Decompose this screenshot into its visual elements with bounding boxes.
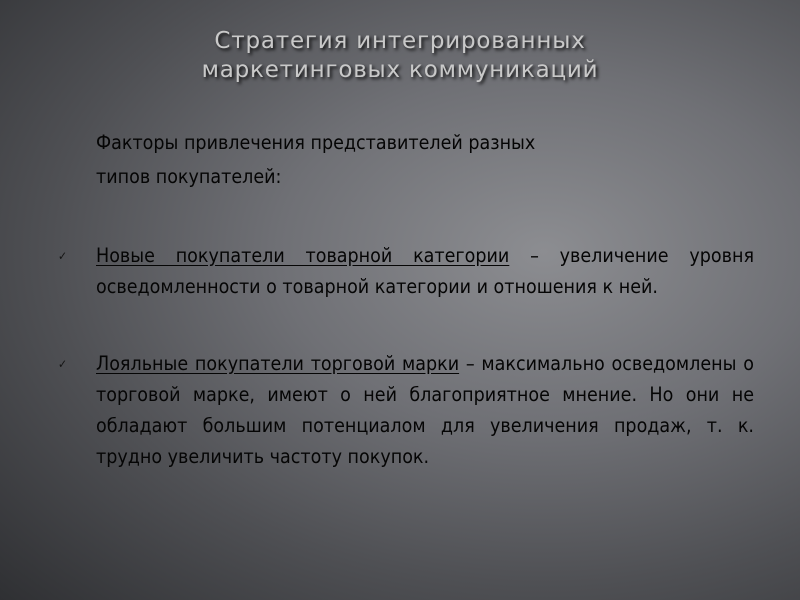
slide-title <box>0 27 800 85</box>
bullet-new-buyers <box>58 240 754 302</box>
bullet-2-heading: Лояльные покупатели торговой марки <box>96 352 460 375</box>
bullet-1-heading: Новые покупатели товарной категории <box>96 244 510 267</box>
intro-line-2: типов покупателей: <box>96 165 282 188</box>
checkmark-icon: ✓ <box>58 357 68 371</box>
checkmark-icon: ✓ <box>58 249 68 263</box>
intro-line-1: Факторы привлечения представителей разных <box>96 131 536 154</box>
bullet-loyal-buyers <box>58 348 754 472</box>
slide-title-line-1: Стратегия интегрированных <box>214 28 586 54</box>
slide-title-line-2: маркетинговых коммуникаций <box>201 57 599 83</box>
slide-body <box>58 126 754 472</box>
bullet-1-text: – увеличение уровня осведомленности о товарной категории и отношения к ней. <box>96 244 754 298</box>
spacer <box>96 194 754 240</box>
bullet-2-text: – максимально осведомлены о торговой марке, имеют о ней благоприятное мнение. Но они не обладают большим потенциалом для увеличения продаж, т. к. трудно увеличить частоту покупок. <box>96 352 754 468</box>
spacer <box>96 302 754 348</box>
intro-paragraph <box>96 126 754 194</box>
